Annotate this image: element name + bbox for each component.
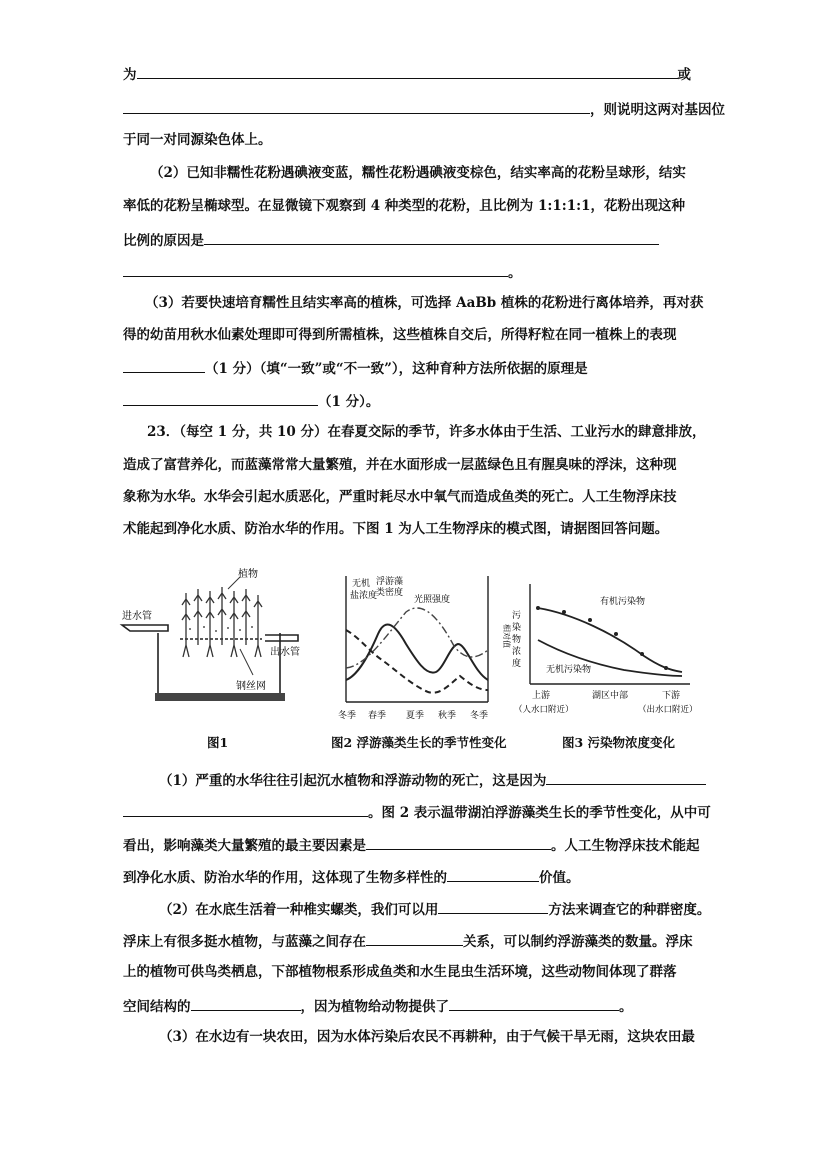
text-line-17 xyxy=(123,802,711,822)
x-tick: 冬季 xyxy=(338,711,357,721)
plants xyxy=(182,587,262,657)
text-line-24: （3）在水边有一块农田，因为水体污染后农民不再耕种，由于气候干旱无雨，这块农田最 xyxy=(159,1029,695,1045)
text-line-10 xyxy=(123,358,588,378)
label-nutrient: 无机 xyxy=(352,579,371,589)
text-segment: ，因为植物给动物提供了 xyxy=(300,999,449,1015)
text-segment: 为 xyxy=(123,67,137,83)
figure-3-pollutant-chart xyxy=(504,578,704,720)
text-segment: （2）在水底生活着一种椎实螺类，我们可以用 xyxy=(159,902,439,918)
text-line-19 xyxy=(123,867,580,887)
y-label-char: 物 xyxy=(512,635,522,645)
label-organic: 有机污染物 xyxy=(600,597,646,607)
series-algae xyxy=(346,625,488,680)
answer-blank[interactable] xyxy=(449,996,619,1011)
text-line-20 xyxy=(159,899,710,919)
figure-3-caption: 图3 污染物浓度变化 xyxy=(562,735,676,750)
tank-base xyxy=(155,693,285,701)
outlet-pipe xyxy=(265,635,298,641)
text-line-18 xyxy=(123,835,700,855)
text-segment: 或 xyxy=(677,67,691,83)
label-outlet: 出水管 xyxy=(270,647,300,658)
text-segment: （1 分）（填“一致”或“不一致”），这种育种方法所依据的原理是 xyxy=(205,361,588,377)
text-line-3: 于同一对同源染色体上。 xyxy=(123,132,272,148)
x-tick: 秋季 xyxy=(438,711,457,721)
label-algae-2: 类密度 xyxy=(376,588,404,598)
text-line-4: （2）已知非糯性花粉遇碘液变蓝，糯性花粉遇碘液变棕色，结实率高的花粉呈球形，结实 xyxy=(150,165,686,181)
figure-1-floating-bed-diagram xyxy=(120,565,305,717)
text-segment: 看出，影响藻类大量繁殖的最主要因素是 xyxy=(123,838,366,854)
label-plant: 植物 xyxy=(238,569,258,580)
x-tick: 冬季 xyxy=(470,711,489,721)
answer-blank[interactable] xyxy=(123,391,318,406)
figure-1-caption: 图1 xyxy=(207,735,229,750)
text-line-16 xyxy=(159,770,706,790)
text-segment: （1 分）。 xyxy=(318,394,380,410)
text-segment: 浮床上有很多挺水植物，与蓝藻之间存在 xyxy=(123,934,366,950)
text-line-22: 上的植物可供鸟类栖息，下部植物根系形成鱼类和水生昆虫生活环境，这些动物间体现了群落 xyxy=(123,964,677,980)
label-inlet: 进水管 xyxy=(122,611,152,622)
answer-blank[interactable] xyxy=(137,64,678,79)
answer-blank[interactable] xyxy=(123,262,508,277)
text-line-8: （3）若要快速培育糯性且结实率高的植株，可选择 AaBb 植株的花粉进行离体培养，再对获 xyxy=(145,295,704,311)
series-organic xyxy=(538,608,682,672)
text-segment: 比例的原因是 xyxy=(123,233,204,249)
text-segment: ，则说明这两对基因位 xyxy=(590,102,725,118)
y-label-char: 污 xyxy=(512,611,522,621)
answer-blank[interactable] xyxy=(447,867,539,882)
label-mesh: 钢丝网 xyxy=(236,681,266,692)
text-line-1 xyxy=(123,64,691,84)
text-line-23 xyxy=(123,996,633,1016)
x-tick: 夏季 xyxy=(406,711,425,721)
text-line-5: 率低的花粉呈椭球型。在显微镜下观察到 4 种类型的花粉，且比例为 1:1:1:1，花粉出现这种 xyxy=(123,198,686,214)
y-label-relative: 相对值 xyxy=(502,624,511,648)
answer-blank[interactable] xyxy=(123,802,368,817)
label-light: 光照强度 xyxy=(414,595,451,605)
text-segment: 。人工生物浮床技术能起 xyxy=(551,838,700,854)
label-nutrient-2: 盐浓度 xyxy=(350,591,378,601)
text-line-2 xyxy=(123,99,725,119)
organic-markers xyxy=(536,606,668,670)
figure-2-seasonal-chart xyxy=(330,572,500,724)
answer-blank[interactable] xyxy=(366,931,463,946)
text-line-14: 象称为水华。水华会引起水质恶化，严重时耗尽水中氧气而造成鱼类的死亡。人工生物浮床技 xyxy=(123,489,677,505)
text-segment: 。 xyxy=(619,999,633,1015)
x-tick-middle: 湖区中部 xyxy=(592,691,629,701)
figure-2-caption: 图2 浮游藻类生长的季节性变化 xyxy=(331,735,507,750)
y-label-char: 浓 xyxy=(512,647,522,657)
label-inorganic: 无机污染物 xyxy=(546,665,592,675)
mesh-pointer xyxy=(240,649,253,675)
answer-blank[interactable] xyxy=(123,99,590,114)
x-note-outlet: （出水口附近） xyxy=(638,705,698,715)
answer-blank[interactable] xyxy=(366,835,551,850)
text-line-9: 得的幼苗用秋水仙素处理即可得到所需植株，这些植株自交后，所得籽粒在同一植株上的表现 xyxy=(123,327,677,343)
answer-blank[interactable] xyxy=(438,899,548,914)
text-segment: 。图 2 表示温带湖泊浮游藻类生长的季节性变化，从中可 xyxy=(368,805,711,821)
text-line-12: 23．（每空 1 分，共 10 分）在春夏交际的季节，许多水体由于生活、工业污水的肆意排放， xyxy=(147,424,706,440)
text-segment: 关系，可以制约浮游藻类的数量。浮床 xyxy=(463,934,693,950)
text-line-15: 术能起到净化水质、防治水华的作用。下图 1 为人工生物浮床的模式图，请据图回答问题。 xyxy=(123,521,669,537)
x-tick-upstream: 上游 xyxy=(532,691,551,701)
label-algae: 浮游藻 xyxy=(376,577,404,587)
y-label-char: 染 xyxy=(512,623,522,633)
text-line-11 xyxy=(123,391,379,411)
text-line-21 xyxy=(123,931,693,951)
text-segment: 空间结构的 xyxy=(123,999,191,1015)
x-note-inlet: （人水口附近） xyxy=(514,705,574,715)
y-label-char: 度 xyxy=(512,659,522,669)
text-segment: 价值。 xyxy=(539,870,580,886)
answer-blank[interactable] xyxy=(123,358,205,373)
text-segment: 到净化水质、防治水华的作用，这体现了生物多样性的 xyxy=(123,870,447,886)
text-segment: （1）严重的水华往往引起沉水植物和浮游动物的死亡，这是因为 xyxy=(159,773,547,789)
text-line-13: 造成了富营养化，而蓝藻常常大量繁殖，并在水面形成一层蓝绿色且有腥臭味的浮沫，这种现 xyxy=(123,457,677,473)
answer-blank[interactable] xyxy=(191,996,301,1011)
answer-blank[interactable] xyxy=(546,770,706,785)
x-tick-downstream: 下游 xyxy=(662,691,681,701)
x-tick: 春季 xyxy=(368,711,387,721)
answer-blank[interactable] xyxy=(204,230,659,245)
text-line-6 xyxy=(123,230,659,250)
inlet-pipe xyxy=(122,625,168,631)
text-segment: 方法来调查它的种群密度。 xyxy=(548,902,711,918)
text-line-7 xyxy=(123,262,522,282)
text-segment: 。 xyxy=(508,265,522,281)
